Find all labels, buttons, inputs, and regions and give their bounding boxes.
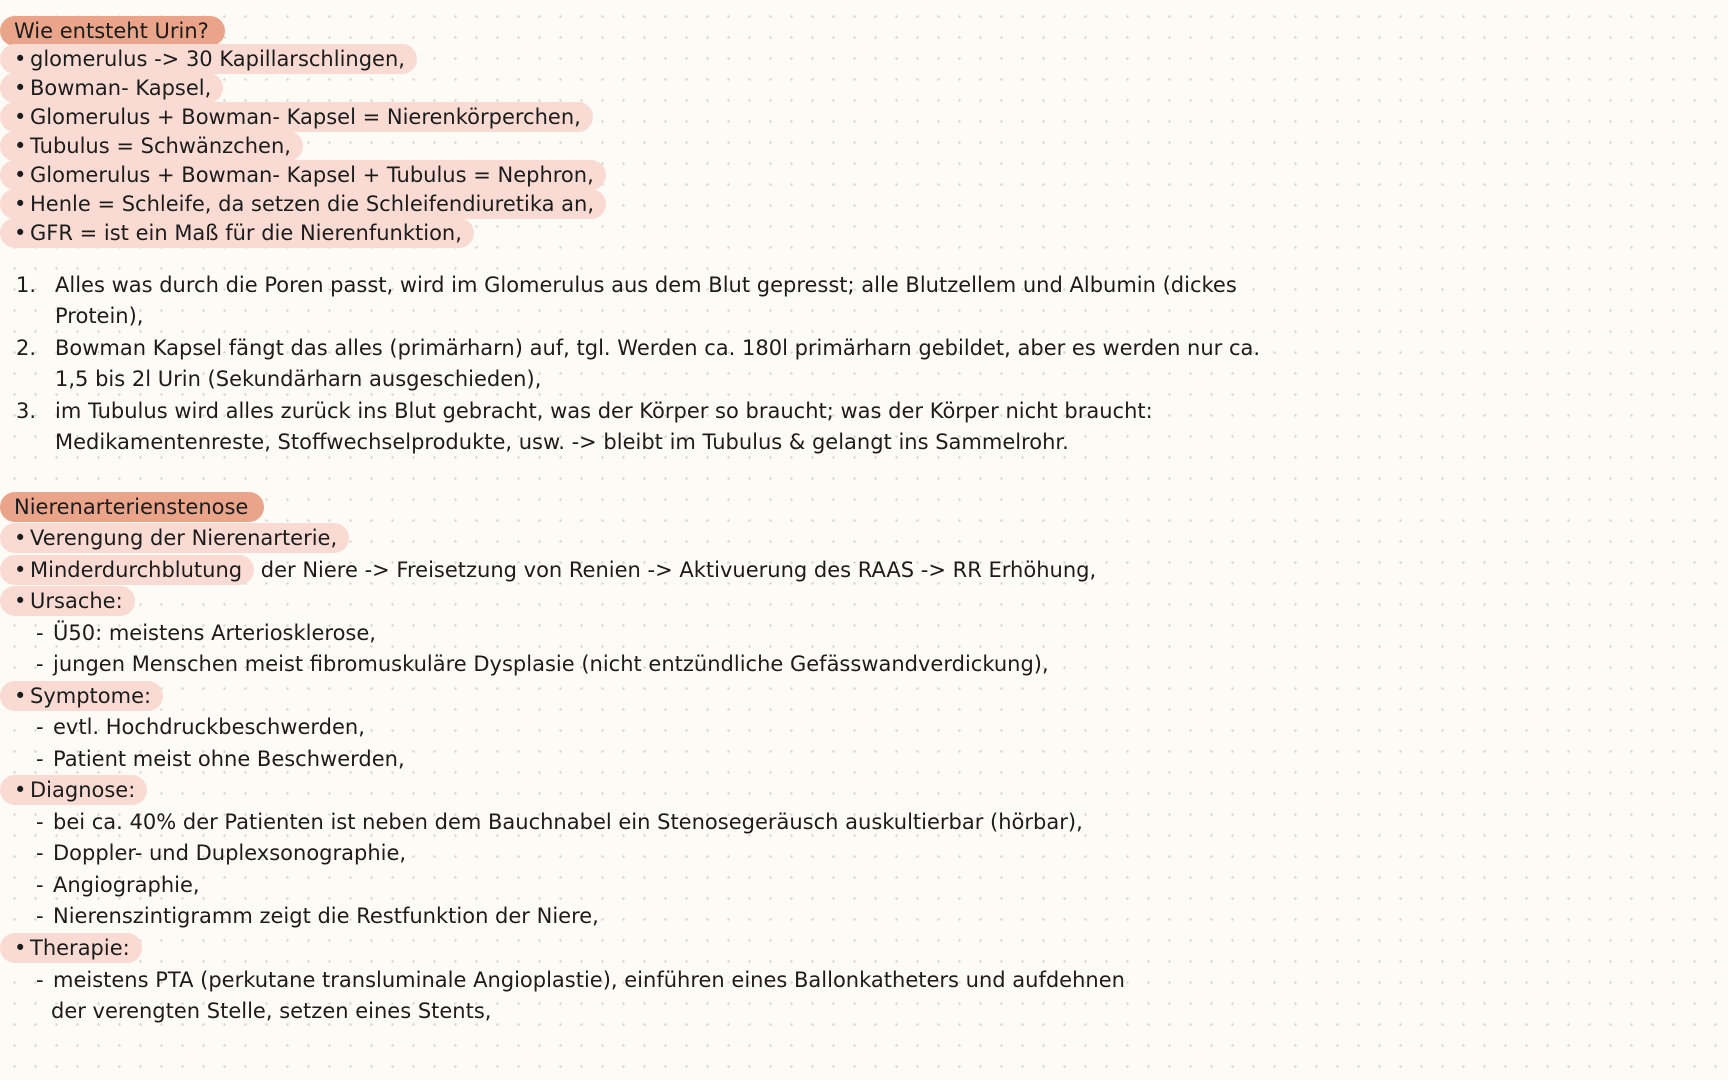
- section-heading-urin: [0, 16, 225, 46]
- dash-icon: -: [36, 621, 44, 645]
- item-number: 1.: [16, 273, 37, 297]
- bullet-icon: •: [14, 778, 27, 802]
- bullet-item-text: Glomerulus + Bowman- Kapsel + Tubulus = Nephron,: [30, 163, 594, 187]
- dash-icon: -: [36, 841, 44, 865]
- bullet-icon: •: [14, 589, 27, 613]
- bullet-item-highlight: [0, 933, 142, 963]
- subsection-label-text: Ursache:: [30, 589, 123, 613]
- dash-icon: -: [36, 873, 44, 897]
- item-number: 3.: [16, 399, 37, 423]
- bullet-item-highlight: [0, 586, 135, 616]
- bullet-icon: •: [14, 134, 27, 158]
- item-text: 1,5 bis 2l Urin (Sekundärharn ausgeschieden),: [55, 367, 542, 391]
- bullet-item: [0, 102, 593, 132]
- bullet-item-highlight: [0, 44, 417, 74]
- bullet-item: [0, 131, 303, 161]
- bullet-item: [0, 160, 606, 190]
- dash-item-text: jungen Menschen meist fibromuskuläre Dysplasie (nicht entzündliche Gefässwandverdickung),: [53, 652, 1049, 676]
- dash-item-text: Angiographie,: [53, 873, 200, 897]
- bullet-icon: •: [14, 936, 27, 960]
- bullet-icon: •: [14, 192, 27, 216]
- subsection-label: [0, 681, 163, 711]
- bullet-item: [0, 44, 417, 74]
- bullet-item: [0, 555, 1096, 585]
- bullet-item-text: Minderdurchblutung: [30, 558, 243, 582]
- bullet-item-highlight: [0, 218, 474, 248]
- dash-item-text: meistens PTA (perkutane transluminale Angioplastie), einführen eines Ballonkatheters und aufdehnen: [53, 968, 1125, 992]
- dash-item-text: Doppler- und Duplexsonographie,: [53, 841, 407, 865]
- bullet-item-highlight: [0, 189, 606, 219]
- item-number: 2.: [16, 336, 37, 360]
- heading-highlight: Nierenarterienstenose: [0, 492, 264, 522]
- bullet-item: [0, 523, 349, 553]
- bullet-icon: •: [14, 76, 27, 100]
- dash-icon: -: [36, 747, 44, 771]
- dash-icon: -: [36, 810, 44, 834]
- bullet-item-text: Glomerulus + Bowman- Kapsel = Nierenkörperchen,: [30, 105, 581, 129]
- bullet-icon: •: [14, 47, 27, 71]
- dash-item-text: bei ca. 40% der Patienten ist neben dem Bauchnabel ein Stenosegeräusch auskultierbar (hörbar),: [53, 810, 1083, 834]
- bullet-icon: •: [14, 684, 27, 708]
- dash-item-text: evtl. Hochdruckbeschwerden,: [53, 715, 365, 739]
- bullet-icon: •: [14, 221, 27, 245]
- heading-highlight: Wie entsteht Urin?: [0, 16, 225, 46]
- bullet-item-text-rest: der Niere -> Freisetzung von Renien -> Aktivuerung des RAAS -> RR Erhöhung,: [254, 558, 1097, 582]
- bullet-item-text: Verengung der Nierenarterie,: [30, 526, 338, 550]
- dash-item-text: Patient meist ohne Beschwerden,: [53, 747, 405, 771]
- bullet-icon: •: [14, 105, 27, 129]
- dash-icon: -: [36, 652, 44, 676]
- item-text: Protein),: [55, 304, 144, 328]
- subsection-label: [0, 586, 135, 616]
- dash-item-text: Nierenszintigramm zeigt die Restfunktion der Niere,: [53, 904, 599, 928]
- dash-icon: -: [36, 904, 44, 928]
- bullet-item-highlight: [0, 555, 254, 585]
- bullet-item-text: glomerulus -> 30 Kapillarschlingen,: [30, 47, 405, 71]
- bullet-item-text: Bowman- Kapsel,: [30, 76, 212, 100]
- section-heading-stenose: [0, 492, 264, 522]
- subsection-label-text: Diagnose:: [30, 778, 136, 802]
- item-text: Alles was durch die Poren passt, wird im Glomerulus aus dem Blut gepresst; alle Blutzellem und Albumin (dickes: [55, 273, 1237, 297]
- item-text: im Tubulus wird alles zurück ins Blut gebracht, was der Körper so braucht; was der Körper nicht braucht:: [55, 399, 1153, 423]
- bullet-icon: •: [14, 558, 27, 582]
- subsection-label-text: Therapie:: [30, 936, 130, 960]
- bullet-item: [0, 189, 606, 219]
- subsection-label-text: Symptome:: [30, 684, 152, 708]
- bullet-item-highlight: [0, 131, 303, 161]
- item-text: Medikamentenreste, Stoffwechselprodukte, usw. -> bleibt im Tubulus & gelangt ins Sammelrohr.: [55, 430, 1069, 454]
- bullet-item-highlight: [0, 681, 163, 711]
- bullet-item: [0, 73, 223, 103]
- bullet-item-text: Tubulus = Schwänzchen,: [30, 134, 291, 158]
- dash-item-text: der verengten Stelle, setzen eines Stents,: [51, 999, 492, 1023]
- item-text: Bowman Kapsel fängt das alles (primärharn) auf, tgl. Werden ca. 180l primärharn gebildet, aber es werden nur ca.: [55, 336, 1261, 360]
- dash-icon: -: [36, 715, 44, 739]
- bullet-item: [0, 218, 474, 248]
- bullet-item-highlight: [0, 102, 593, 132]
- subsection-label: [0, 933, 142, 963]
- bullet-item-text: GFR = ist ein Maß für die Nierenfunktion,: [30, 221, 462, 245]
- bullet-icon: •: [14, 163, 27, 187]
- dash-icon: -: [36, 968, 44, 992]
- bullet-icon: •: [14, 526, 27, 550]
- bullet-item-highlight: [0, 160, 606, 190]
- subsection-label: [0, 775, 147, 805]
- bullet-item-highlight: [0, 73, 223, 103]
- dash-item-text: Ü50: meistens Arteriosklerose,: [53, 621, 376, 645]
- bullet-item-text: Henle = Schleife, da setzen die Schleifendiuretika an,: [30, 192, 595, 216]
- bullet-item-highlight: [0, 775, 147, 805]
- bullet-item-highlight: [0, 523, 349, 553]
